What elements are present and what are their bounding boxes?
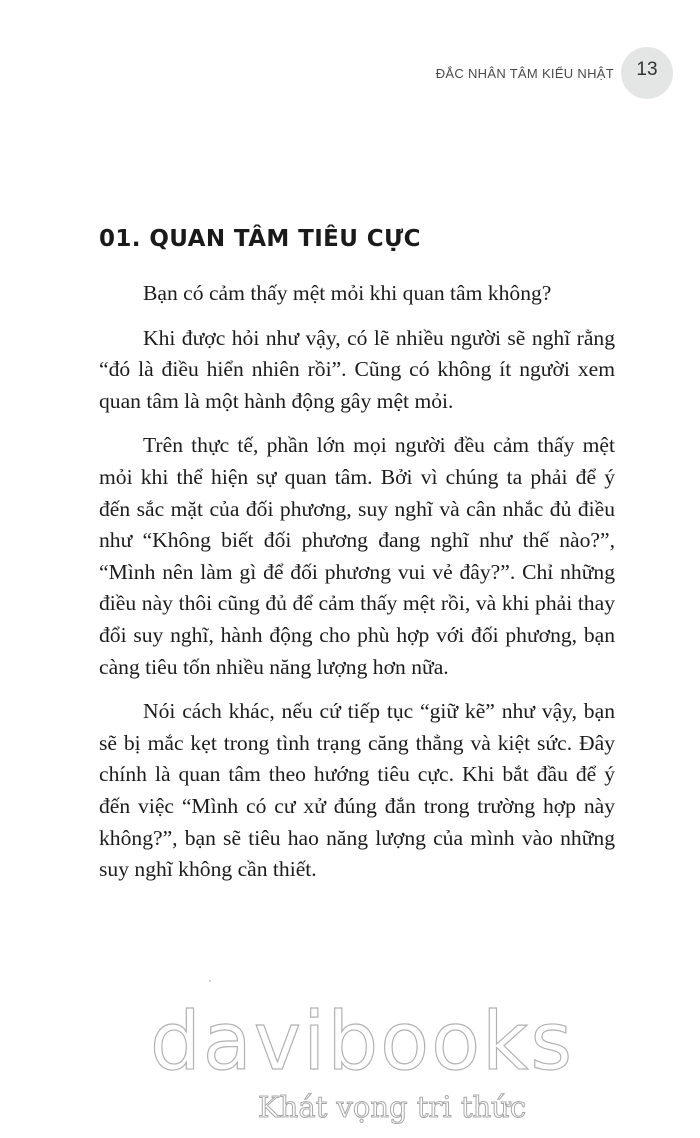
paragraph-2: Khi được hỏi như vậy, có lẽ nhiều người sẽ nghĩ rằng “đó là điều hiển nhiên rồi”. Cũng có không ít người xem quan tâm là một hành động gây mệt mỏi. (99, 325, 615, 413)
watermark-brand: davibooks (150, 995, 575, 1088)
chapter-heading: 01. QUAN TÂM TIÊU CỰC (99, 226, 421, 252)
page-number: 13 (636, 59, 658, 80)
running-header (0, 59, 700, 88)
paragraph-4: Nói cách khác, nếu cứ tiếp tục “giữ kẽ” như vậy, bạn sẽ bị mắc kẹt trong tình trạng căng thẳng và kiệt sức. Đây chính là quan tâm theo hướng tiêu cực. Khi bắt đầu để ý đến việc “Mình có cư xử đúng đắn trong trường hợp này không?”, bạn sẽ tiêu hao năng lượng của mình vào những suy nghĩ không cần thiết. (99, 699, 615, 882)
watermark-tagline: Khát vọng tri thức (258, 1090, 527, 1124)
body-text (99, 278, 615, 899)
page-number-badge (621, 47, 673, 99)
paragraph-1: Bạn có cảm thấy mệt mỏi khi quan tâm không? (143, 281, 552, 305)
divider-dot (209, 980, 211, 982)
paragraph-3: Trên thực tế, phần lớn mọi người đều cảm thấy mệt mỏi khi thể hiện sự quan tâm. Bởi vì chúng ta phải để ý đến sắc mặt của đối phương, suy nghĩ và cân nhắc đủ điều như “Không biết đối phương đang nghĩ như thế nào?”, “Mình nên làm gì để đối phương vui vẻ đây?”. Chỉ những điều này thôi cũng đủ để cảm thấy mệt rồi, và khi phải thay đổi suy nghĩ, hành động cho phù hợp với đối phương, bạn càng tiêu tốn nhiều năng lượng hơn nữa. (99, 433, 615, 679)
book-title: ĐẮC NHÂN TÂM KIỂU NHẬT (435, 66, 614, 81)
